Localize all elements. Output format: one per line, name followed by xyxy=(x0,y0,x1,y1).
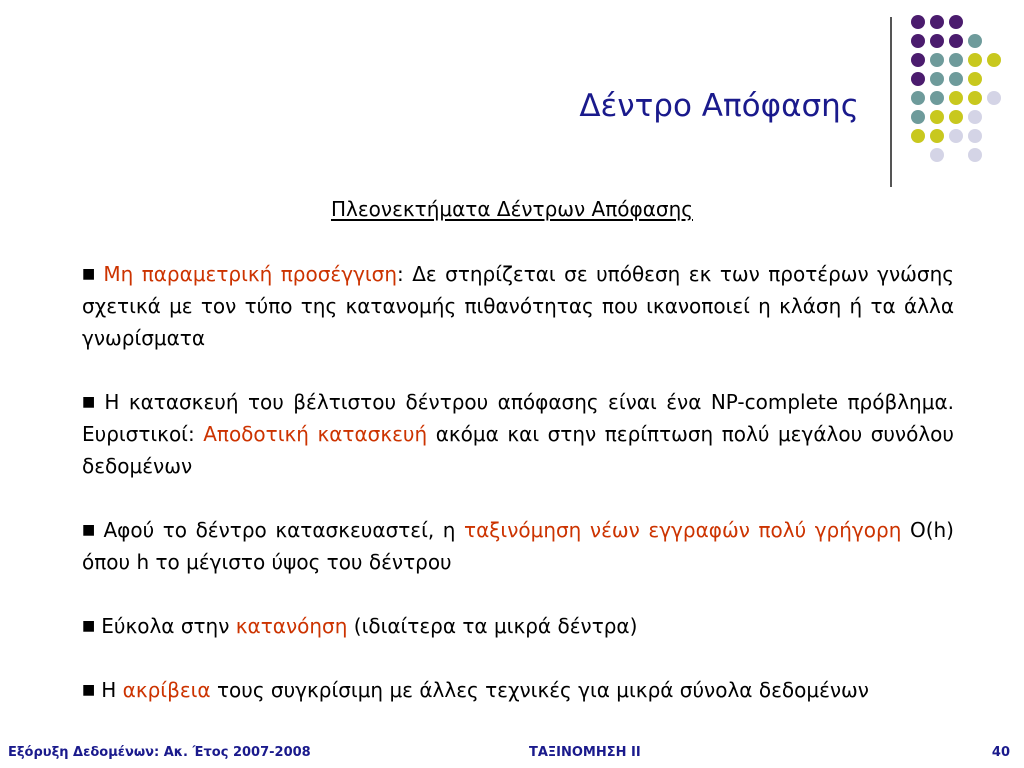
decorative-dot xyxy=(987,53,1001,67)
bullet-text: : Δε στηρίζεται σε υπόθεση εκ των προτέρων γνώσης σχετικά με τον τύπο της κατανομής πιθανότητας που ικανοποιεί η κλάση ή τα άλλα γνωρίσματα xyxy=(82,262,954,350)
footer-course: Εξόρυξη Δεδομένων: Ακ. Έτος 2007-2008 xyxy=(8,745,311,760)
decorative-dot xyxy=(930,15,944,29)
slide-title: Δέντρο Απόφασης xyxy=(579,88,859,124)
bullet-item xyxy=(82,386,954,482)
decorative-dot xyxy=(949,129,963,143)
square-bullet-icon: ■ xyxy=(82,266,98,282)
bullet-gap xyxy=(82,482,954,514)
bullet-list xyxy=(82,258,954,706)
decorative-dot xyxy=(949,110,963,124)
slide-subtitle xyxy=(0,197,1024,221)
bullet-gap xyxy=(82,578,954,610)
decorative-dot xyxy=(949,72,963,86)
bullet-text: Αφού το δέντρο κατασκευαστεί, η xyxy=(103,518,465,542)
decorative-dot xyxy=(911,15,925,29)
highlighted-text: ακρίβεια xyxy=(122,678,211,702)
decorative-dot xyxy=(911,53,925,67)
decorative-dot xyxy=(930,34,944,48)
bullet-item xyxy=(82,258,954,354)
decorative-dot xyxy=(949,15,963,29)
decorative-dot xyxy=(930,148,944,162)
bullet-item xyxy=(82,610,954,642)
decorative-dot xyxy=(930,53,944,67)
highlighted-text: Μη παραμετρική προσέγγιση xyxy=(103,262,398,286)
bullet-text: (ιδιαίτερα τα μικρά δέντρα) xyxy=(347,614,638,638)
decorative-dot xyxy=(949,34,963,48)
bullet-text: τους συγκρίσιμη με άλλες τεχνικές για μικρά σύνολα δεδομένων xyxy=(210,678,869,702)
highlighted-text: Αποδοτική κατασκευή xyxy=(203,422,428,446)
subtitle-text: Πλεονεκτήματα Δέντρων Απόφασης xyxy=(330,197,693,221)
decorative-dot xyxy=(968,110,982,124)
decorative-dot xyxy=(911,129,925,143)
decorative-dot xyxy=(968,148,982,162)
decorative-dot xyxy=(930,110,944,124)
divider-line xyxy=(890,17,892,187)
bullet-item xyxy=(82,674,954,706)
decorative-dot xyxy=(911,110,925,124)
bullet-text: O(h) όπου h το μέγιστο ύψος του δέντρου xyxy=(82,518,954,574)
decorative-dot xyxy=(930,129,944,143)
decorative-dot xyxy=(968,129,982,143)
decorative-dot xyxy=(987,91,1001,105)
decorative-dot xyxy=(968,91,982,105)
decorative-dot xyxy=(911,91,925,105)
decorative-dot xyxy=(949,53,963,67)
decorative-dot xyxy=(949,91,963,105)
decorative-dot xyxy=(911,72,925,86)
decorative-dot xyxy=(968,72,982,86)
square-bullet-icon: ■ xyxy=(82,394,99,410)
bullet-text: ακόμα και στην περίπτωση πολύ μεγάλου συνόλου δεδομένων xyxy=(82,422,954,478)
decorative-dot xyxy=(930,91,944,105)
decorative-dot xyxy=(911,34,925,48)
square-bullet-icon: ■ xyxy=(82,522,98,538)
bullet-text: Η κατασκευή του βέλτιστου δέντρου απόφασης είναι ένα NP-complete πρόβλημα. Ευριστικοί: xyxy=(82,390,954,446)
decorative-dot xyxy=(930,72,944,86)
highlighted-text: ταξινόμηση νέων εγγραφών πολύ γρήγορη xyxy=(464,518,902,542)
highlighted-text: κατανόηση xyxy=(235,614,348,638)
bullet-text: Η xyxy=(101,678,123,702)
square-bullet-icon: ■ xyxy=(82,682,96,698)
decorative-dot xyxy=(968,53,982,67)
bullet-text: Εύκολα στην xyxy=(101,614,236,638)
page-number: 40 xyxy=(991,745,1010,760)
bullet-gap xyxy=(82,354,954,386)
footer-topic: ΤΑΞΙΝΟΜΗΣΗ ΙΙ xyxy=(529,745,641,760)
square-bullet-icon: ■ xyxy=(82,618,96,634)
bullet-item xyxy=(82,514,954,578)
decorative-dot xyxy=(968,34,982,48)
bullet-gap xyxy=(82,642,954,674)
